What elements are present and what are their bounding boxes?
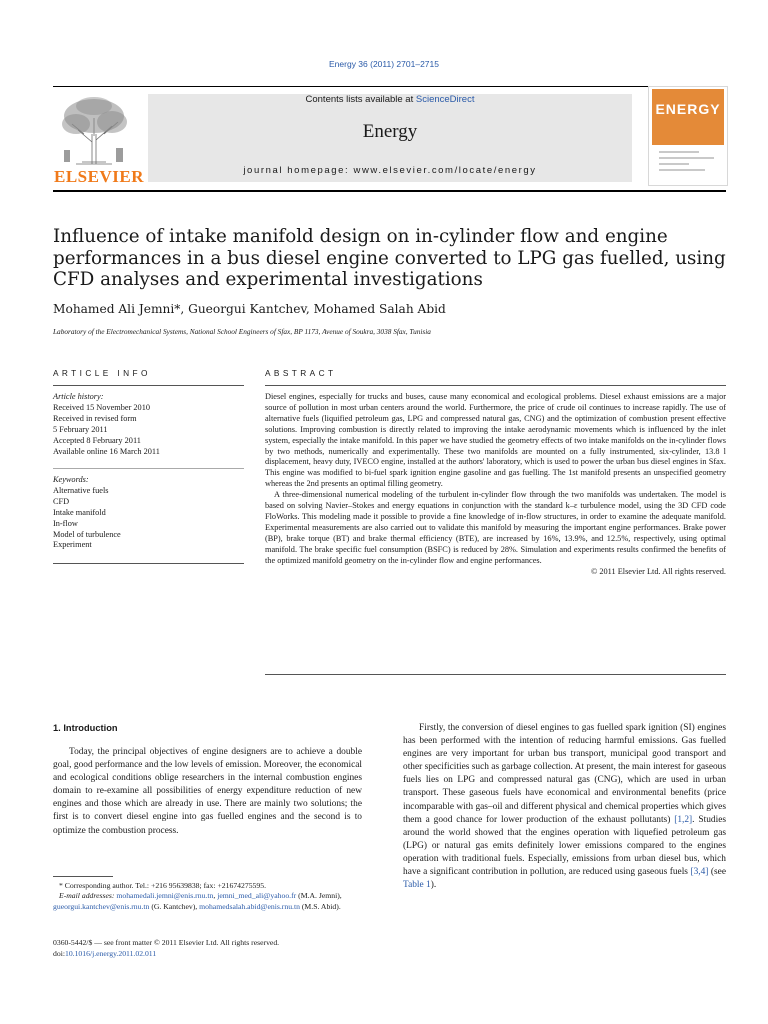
- header-rule-bottom: [53, 190, 726, 192]
- intro-text: . Studies around the world showed that the engines operation with liquefied petroleum gas (LPG) or natural gas emits definitely lower emissions compared to the engines operation with traditional fuels. Especially, emissions from urban diesel bus, which have a significant contribution in pollution, are reduced using gaseous fuels: [403, 814, 726, 878]
- article-info-divider: [53, 468, 244, 469]
- intro-left-column: [53, 746, 362, 838]
- journal-cover-thumbnail[interactable]: [648, 86, 728, 186]
- corresponding-author-footnote: * Corresponding author. Tel.: +216 95639838; fax: +21674275595. E-mail addresses: mohamedali.jemni@enis.rnu.tn, jemni_med_ali@yahoo.fr (M.A. Jemni), gueorgui.kantchev@enis.rnu.tn (G. Kantchev), mohamedsalah.abid@enis.rnu.tn (M.S. Abid).: [53, 881, 362, 912]
- article-info-end-rule: [53, 563, 244, 564]
- email-link[interactable]: mohamedsalah.abid@enis.rnu.tn: [199, 901, 300, 911]
- history-label: Article history:: [53, 392, 104, 401]
- journal-homepage[interactable]: journal homepage: www.elsevier.com/locate/energy: [243, 165, 537, 176]
- article-title: Influence of intake manifold design on in-cylinder flow and engine performances in a bus diesel engine converted to LPG gas fuelled, using CFD analyses and experimental investigations: [53, 226, 726, 290]
- email-link[interactable]: gueorgui.kantchev@enis.rnu.tn: [53, 901, 150, 911]
- abstract-paragraph-1: Diesel engines, especially for trucks and buses, cause many economical and ecological problems. Diesel exhaust emissions are a major source of pollution in most urban centers around the world. Furthermore, the price of crude oil continues to increase rapidly. The use of alternative fuels (liquified petroleum gas, LPG and compressed natural gas, CNG) and the optimization of combustion present effective solutions. Improving combustion is directly related to improving the intake aerodynamic movements which is influenced by the inlet system, especially the intake manifold. In this paper we have studied the geometry effects of two intake manifolds on the in-cylinder flows by two methods, numerically and experimentally. These two manifolds are mounted on a fully instrumented, six-cylinder, 13.8 l displacement, heavy duty, IVECO engine, installed at the authors' laboratory, which is used to power the urban bus diesel engines in Sfax. This engine was modified to bi-fuel spark ignition engine gasoline and gas fuelling. The 1st manifold presents an unspecified geometry whereas the 2nd presents an optimal filling geometry.: [265, 392, 726, 489]
- footnote-rule: [53, 876, 113, 877]
- reference-link[interactable]: [3,4]: [690, 867, 709, 878]
- cover-image: [652, 89, 724, 145]
- doi-label: doi:: [53, 948, 65, 958]
- intro-paragraph-1: Today, the principal objectives of engine designers are to achieve a double goal, good performance and the low levels of emission. Moreover, the economical and ecological conditions oblige researchers in the internal combustion engines domain to re-examine all possibilities of energy expenditure reduction of new engines and those which are already in use. There are mainly two solutions; the first is to convert diesel engine into gas fuelled engines and the second is to optimize the combustion process.: [53, 747, 362, 836]
- article-info-rule: [53, 385, 244, 386]
- author-affiliation: Laboratory of the Electromechanical Systems, National School Engineers of Sfax, BP 1173, Avenue of Soukra, 3038 Sfax, Tunisia: [53, 327, 431, 336]
- intro-heading: 1. Introduction: [53, 723, 118, 733]
- history-item: 5 February 2011: [53, 424, 108, 434]
- article-history: [53, 392, 243, 457]
- intro-text: (see: [708, 867, 727, 878]
- sciencedirect-link[interactable]: ScienceDirect: [415, 94, 475, 105]
- table-link[interactable]: Table 1: [403, 880, 431, 891]
- keywords: [53, 475, 243, 551]
- history-item: Received 15 November 2010: [53, 402, 150, 412]
- reference-link[interactable]: [1,2]: [674, 814, 693, 825]
- journal-name: Energy: [362, 121, 418, 142]
- doi-link[interactable]: 10.1016/j.energy.2011.02.011: [64, 948, 157, 958]
- issn-doi-block: [53, 938, 362, 959]
- abstract-heading: ABSTRACT: [265, 368, 337, 378]
- email-owner: (G. Kantchev),: [149, 901, 200, 911]
- header-rule-top: [53, 86, 726, 87]
- elsevier-tree-icon: [54, 94, 134, 166]
- keyword: In-flow: [53, 518, 78, 528]
- intro-text: ).: [430, 880, 437, 891]
- copyright-notice: © 2011 Elsevier Ltd. All rights reserved.: [590, 566, 726, 576]
- history-item: Available online 16 March 2011: [53, 446, 160, 456]
- keyword: Experiment: [53, 540, 92, 550]
- email-owner: (M.A. Jemni),: [296, 891, 342, 901]
- elsevier-logo[interactable]: [54, 94, 144, 186]
- article-info-heading: ARTICLE INFO: [53, 368, 151, 378]
- abstract-rule: [265, 385, 726, 386]
- journal-citation[interactable]: Energy 36 (2011) 2701–2715: [329, 59, 439, 69]
- elsevier-wordmark: ELSEVIER: [54, 167, 144, 186]
- contents-prefix: Contents lists available at: [305, 94, 416, 105]
- email-owner: (M.S. Abid).: [299, 901, 341, 911]
- corresponding-author: * Corresponding author. Tel.: +216 95639838; fax: +21674275595.: [59, 881, 266, 890]
- intro-text: Firstly, the conversion of diesel engines to gas fuelled spark ignition (SI) engines has been performed with the intention of reducing harmful emissions. Gas fuelled engines are very important for urban bus transport, municipal good transport and other specificities such as garbage collection. At present, the main interest for gaseous fuels lies on LPG and compressed natural gas (CNG), which are used in urban transport. These gaseous fuels have economical and environmental benefits (price incomparable with gas–oil and different physical and chemical properties which gives them a good chance for lower production of the exhaust pollutants): [403, 723, 726, 825]
- history-item: Accepted 8 February 2011: [53, 435, 141, 445]
- intro-paragraph-2: [403, 722, 726, 892]
- keyword: Alternative fuels: [53, 485, 109, 495]
- abstract-end-rule: [265, 674, 726, 675]
- email-link[interactable]: jemni_med_ali@yahoo.fr: [217, 891, 297, 901]
- keywords-label: Keywords:: [53, 475, 89, 484]
- email-label: E-mail addresses:: [59, 891, 115, 901]
- intro-right-column: [403, 722, 726, 892]
- cover-title: ENERGY: [655, 101, 721, 117]
- keyword: CFD: [53, 496, 70, 506]
- history-item: Received in revised form: [53, 413, 137, 423]
- cover-text-lines: [659, 151, 717, 175]
- abstract-paragraph-2: A three-dimensional numerical modeling of the turbulent in-cylinder flow through the two manifolds was undertaken. The model is based on solving Navier–Stokes and energy equations in conjunction with the standard k–ε turbulence model, using the 3D CFD code FloWorks. This modeling made it possible to provide a fine knowledge of in-flow structures, in order to examine the adequate manifold. Experimental measurements are also carried out to validate this manifold by measuring the important engine performances. Brake power (BP), brake torque (BT) and brake thermal efficiency (BTE), are increased by 16%, 13.9%, and 12.5%, respectively, using optimal manifold. The brake specific fuel consumption (BSFC) is reduced by 28%. Simulation and experiments results confirmed the benefits of the optimized manifold geometry on the in-cylinder flow and engine performances.: [265, 490, 726, 565]
- keyword: Model of turbulence: [53, 529, 121, 539]
- issn-line: 0360-5442/$ — see front matter © 2011 Elsevier Ltd. All rights reserved.: [53, 938, 280, 947]
- keyword: Intake manifold: [53, 507, 106, 517]
- email-link[interactable]: mohamedali.jemni@enis.rnu.tn: [116, 891, 214, 901]
- abstract-body: [265, 392, 726, 577]
- contents-line: [148, 94, 632, 105]
- article-authors[interactable]: Mohamed Ali Jemni*, Gueorgui Kantchev, Mohamed Salah Abid: [53, 302, 446, 316]
